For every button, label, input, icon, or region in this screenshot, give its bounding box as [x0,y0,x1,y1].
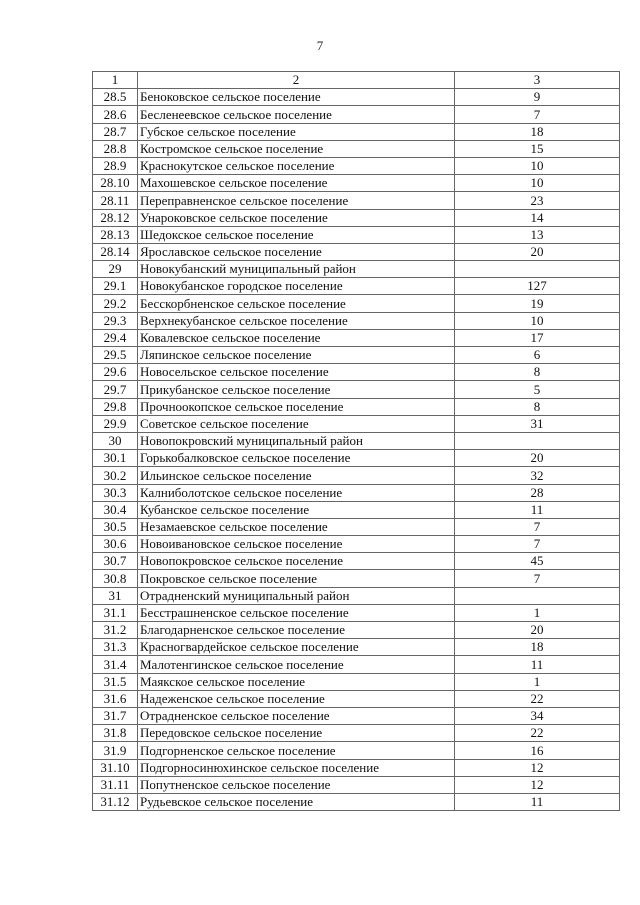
table-row [93,415,620,432]
row-name-cell: Отрадненское сельское поселение [138,707,455,724]
row-number-cell: 28.9 [93,157,138,174]
row-value-cell: 7 [455,106,620,123]
row-name-cell: Бесстрашненское сельское поселение [138,604,455,621]
row-number-cell: 31.2 [93,622,138,639]
row-value-cell: 14 [455,209,620,226]
table-row [93,690,620,707]
table-row [93,295,620,312]
row-name-cell: Малотенгинское сельское поселение [138,656,455,673]
row-number-cell: 29.9 [93,415,138,432]
row-value-cell: 20 [455,243,620,260]
row-value-cell: 12 [455,776,620,793]
row-value-cell: 22 [455,725,620,742]
table-row [93,604,620,621]
row-name-cell: Бесскорбненское сельское поселение [138,295,455,312]
row-number-cell: 29.1 [93,278,138,295]
row-value-cell: 13 [455,226,620,243]
header-cell-value: 3 [455,72,620,89]
row-value-cell: 32 [455,467,620,484]
row-name-cell: Бесленеевское сельское поселение [138,106,455,123]
row-name-cell: Подгорносинюхинское сельское поселение [138,759,455,776]
page-number: 7 [316,38,324,53]
row-number-cell: 30.3 [93,484,138,501]
row-name-cell: Беноковское сельское поселение [138,89,455,106]
row-value-cell: 8 [455,364,620,381]
table-row [93,673,620,690]
table-row [93,175,620,192]
table-row [93,89,620,106]
row-name-cell: Надеженское сельское поселение [138,690,455,707]
table-row [93,536,620,553]
table-row [93,192,620,209]
row-number-cell: 29.5 [93,347,138,364]
table-row [93,776,620,793]
row-value-cell: 7 [455,518,620,535]
row-number-cell: 28.5 [93,89,138,106]
row-number-cell: 30.4 [93,501,138,518]
row-value-cell: 18 [455,123,620,140]
settlements-table [92,71,620,811]
header-cell-name: 2 [138,72,455,89]
row-value-cell: 19 [455,295,620,312]
table-row [93,467,620,484]
table-row [93,347,620,364]
row-value-cell: 7 [455,570,620,587]
row-value-cell: 20 [455,622,620,639]
row-number-cell: 28.7 [93,123,138,140]
row-name-cell: Калниболотское сельское поселение [138,484,455,501]
row-value-cell: 31 [455,415,620,432]
row-name-cell: Верхнекубанское сельское поселение [138,312,455,329]
row-value-cell: 9 [455,89,620,106]
table-row [93,570,620,587]
row-name-cell: Краснокутское сельское поселение [138,157,455,174]
row-number-cell: 29.4 [93,329,138,346]
table-row [93,381,620,398]
table-row [93,261,620,278]
row-number-cell: 29.2 [93,295,138,312]
table-row [93,157,620,174]
table-row [93,364,620,381]
row-value-cell: 17 [455,329,620,346]
row-number-cell: 30.2 [93,467,138,484]
table-row [93,725,620,742]
row-name-cell: Махошевское сельское поселение [138,175,455,192]
table-row [93,622,620,639]
row-number-cell: 29 [93,261,138,278]
row-number-cell: 30.8 [93,570,138,587]
table-row [93,243,620,260]
row-name-cell: Новосельское сельское поселение [138,364,455,381]
row-number-cell: 28.13 [93,226,138,243]
row-number-cell: 28.8 [93,140,138,157]
row-name-cell: Ляпинское сельское поселение [138,347,455,364]
row-name-cell: Кубанское сельское поселение [138,501,455,518]
row-value-cell: 34 [455,707,620,724]
table-row [93,656,620,673]
row-value-cell: 8 [455,398,620,415]
row-value-cell: 11 [455,656,620,673]
row-value-cell: 15 [455,140,620,157]
row-number-cell: 29.3 [93,312,138,329]
row-name-cell: Красногвардейское сельское поселение [138,639,455,656]
row-number-cell: 30.1 [93,450,138,467]
table-row [93,398,620,415]
row-number-cell: 31.9 [93,742,138,759]
row-value-cell: 1 [455,604,620,621]
table-row [93,553,620,570]
row-name-cell: Новокубанский муниципальный район [138,261,455,278]
table-row [93,140,620,157]
table-header-row [93,72,620,89]
row-value-cell: 22 [455,690,620,707]
row-name-cell: Передовское сельское поселение [138,725,455,742]
row-number-cell: 31.5 [93,673,138,690]
table-row [93,639,620,656]
row-name-cell: Незамаевское сельское поселение [138,518,455,535]
row-value-cell: 23 [455,192,620,209]
table-row [93,587,620,604]
row-number-cell: 28.12 [93,209,138,226]
table-row [93,226,620,243]
row-value-cell: 127 [455,278,620,295]
table-row [93,501,620,518]
row-number-cell: 31.11 [93,776,138,793]
table-row [93,329,620,346]
row-number-cell: 31.6 [93,690,138,707]
row-name-cell: Шедокское сельское поселение [138,226,455,243]
row-name-cell: Подгорненское сельское поселение [138,742,455,759]
row-name-cell: Благодарненское сельское поселение [138,622,455,639]
row-name-cell: Костромское сельское поселение [138,140,455,157]
row-number-cell: 31.12 [93,793,138,810]
table-row [93,759,620,776]
row-name-cell: Новопокровский муниципальный район [138,432,455,449]
row-name-cell: Горькобалковское сельское поселение [138,450,455,467]
row-number-cell: 31 [93,587,138,604]
row-value-cell: 6 [455,347,620,364]
table-row [93,484,620,501]
row-number-cell: 28.10 [93,175,138,192]
row-number-cell: 29.7 [93,381,138,398]
table-row [93,209,620,226]
row-name-cell: Рудьевское сельское поселение [138,793,455,810]
row-name-cell: Новоивановское сельское поселение [138,536,455,553]
row-number-cell: 31.8 [93,725,138,742]
table-row [93,278,620,295]
row-number-cell: 31.4 [93,656,138,673]
row-name-cell: Губское сельское поселение [138,123,455,140]
row-name-cell: Новопокровское сельское поселение [138,553,455,570]
row-name-cell: Попутненское сельское поселение [138,776,455,793]
table-row [93,450,620,467]
table-row [93,518,620,535]
row-value-cell: 10 [455,157,620,174]
row-number-cell: 28.14 [93,243,138,260]
row-number-cell: 30 [93,432,138,449]
row-value-cell [455,432,620,449]
table-row [93,742,620,759]
row-name-cell: Прикубанское сельское поселение [138,381,455,398]
row-number-cell: 29.8 [93,398,138,415]
row-value-cell: 18 [455,639,620,656]
row-name-cell: Переправненское сельское поселение [138,192,455,209]
row-value-cell: 10 [455,312,620,329]
row-name-cell: Новокубанское городское поселение [138,278,455,295]
row-value-cell: 45 [455,553,620,570]
table-row [93,793,620,810]
row-name-cell: Унароковское сельское поселение [138,209,455,226]
row-name-cell: Покровское сельское поселение [138,570,455,587]
row-name-cell: Ковалевское сельское поселение [138,329,455,346]
row-name-cell: Советское сельское поселение [138,415,455,432]
row-value-cell: 1 [455,673,620,690]
row-value-cell: 12 [455,759,620,776]
row-value-cell: 16 [455,742,620,759]
table-row [93,106,620,123]
row-name-cell: Ярославское сельское поселение [138,243,455,260]
table-row [93,123,620,140]
row-value-cell [455,587,620,604]
row-value-cell: 28 [455,484,620,501]
row-number-cell: 30.7 [93,553,138,570]
row-number-cell: 29.6 [93,364,138,381]
row-number-cell: 31.10 [93,759,138,776]
row-value-cell: 7 [455,536,620,553]
row-name-cell: Прочноокопское сельское поселение [138,398,455,415]
row-value-cell: 11 [455,501,620,518]
table-row [93,707,620,724]
row-number-cell: 30.5 [93,518,138,535]
row-value-cell [455,261,620,278]
row-number-cell: 28.6 [93,106,138,123]
row-number-cell: 31.7 [93,707,138,724]
row-value-cell: 20 [455,450,620,467]
table-row [93,432,620,449]
header-cell-number: 1 [93,72,138,89]
row-number-cell: 30.6 [93,536,138,553]
table-body [93,72,620,811]
table-row [93,312,620,329]
row-number-cell: 31.1 [93,604,138,621]
row-number-cell: 28.11 [93,192,138,209]
row-name-cell: Отрадненский муниципальный район [138,587,455,604]
row-value-cell: 11 [455,793,620,810]
row-name-cell: Ильинское сельское поселение [138,467,455,484]
row-value-cell: 5 [455,381,620,398]
row-value-cell: 10 [455,175,620,192]
row-name-cell: Маякское сельское поселение [138,673,455,690]
row-number-cell: 31.3 [93,639,138,656]
